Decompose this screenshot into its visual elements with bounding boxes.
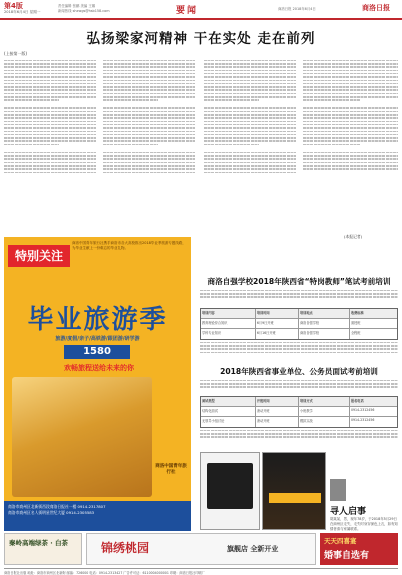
product-image (207, 463, 253, 509)
text-line (204, 103, 296, 106)
text-line (4, 111, 96, 113)
table-cell: 6月9日开班 (256, 319, 299, 328)
text-line (103, 172, 195, 174)
text-line (204, 66, 296, 68)
text-line (4, 137, 96, 139)
article-dateline: (上接第一版) (4, 51, 28, 56)
text-line (4, 162, 96, 164)
table-cell: 面试类型 (201, 397, 256, 406)
text-line (200, 380, 398, 382)
text-line (103, 114, 195, 116)
text-line (204, 83, 296, 85)
ad-photo (12, 377, 152, 497)
text-line (204, 155, 296, 157)
text-line (4, 155, 96, 157)
text-line (103, 131, 195, 133)
table-cell: 全程班 (350, 331, 361, 335)
text-line (200, 342, 398, 344)
text-line (103, 103, 195, 106)
text-line (204, 144, 259, 146)
text-line (204, 89, 296, 91)
text-line (103, 86, 195, 88)
text-line (200, 296, 398, 298)
training-table-1 (200, 308, 398, 340)
text-line (303, 140, 398, 142)
text-line (303, 63, 398, 65)
text-line (303, 162, 398, 164)
tea-ad-title: 秦岭高端绿茶 · 白茶 (9, 539, 68, 547)
graduation-travel-ad[interactable] (4, 237, 191, 531)
text-line (303, 155, 398, 157)
text-line (303, 70, 398, 72)
text-line (204, 117, 296, 119)
text-line (303, 89, 398, 91)
text-line (204, 134, 296, 136)
ad-subline: 旅游/度假/亲子/高铁游/跟团游/研学游 (55, 336, 140, 342)
text-line (204, 107, 296, 109)
text-line (103, 107, 195, 109)
text-line (204, 96, 296, 98)
page-footer: 商洛日报社出版 地址：商洛市商州区北新街 邮编：726000 电话：0914-2313427 广告许可证：6110004000001 印刷：商洛日报社印刷厂 (4, 568, 398, 575)
text-line (4, 99, 59, 101)
ad-address-1: 商洛市商州区北新街西段商洛日报社一楼 0914-2317807 (8, 504, 106, 509)
text-line (4, 66, 96, 68)
text-line (103, 73, 195, 75)
text-line (200, 348, 398, 350)
text-line (303, 66, 398, 68)
wedding-ad-title: 天天四喜宴 (324, 537, 357, 545)
small-ad-left[interactable] (200, 452, 260, 530)
tea-ad[interactable] (4, 533, 82, 565)
text-line (103, 70, 195, 72)
text-line (303, 111, 398, 113)
text-line (4, 168, 96, 170)
text-line (103, 147, 195, 150)
text-line (204, 99, 259, 101)
text-line (303, 60, 398, 62)
text-line (200, 352, 398, 354)
missing-notice-body: 胡某某，男，现年78岁，于2018年5月29日在商州区走失，走失时身穿深色上衣，如有知情者请与家属联系。 (330, 517, 398, 531)
text-line (4, 121, 96, 123)
text-line (4, 76, 96, 78)
text-line (4, 63, 96, 65)
text-line (204, 165, 296, 167)
table-cell: 小班教学 (299, 407, 350, 416)
peach-garden-ad[interactable] (86, 533, 316, 565)
peach-ad-title: 锦绣桃园 (101, 541, 150, 555)
text-line (200, 345, 398, 347)
text-line (200, 436, 398, 438)
text-line (4, 80, 96, 82)
text-line (303, 114, 398, 116)
text-line (103, 155, 195, 157)
text-line (4, 147, 96, 150)
text-line (204, 114, 296, 116)
missing-person-photo (330, 479, 346, 501)
text-line (4, 83, 96, 85)
text-line (204, 124, 296, 126)
table-cell: 培训时间 (256, 309, 299, 318)
table-cell: 培训内容 (201, 309, 256, 318)
text-line (200, 433, 398, 435)
ad-price: 1580 (64, 345, 130, 359)
ad-address-2: 商洛市商州区名人街明星世纪大厦 0914-2305583 (8, 510, 95, 515)
table-cell: 开班时间 (256, 397, 299, 406)
text-line (4, 144, 59, 146)
text-line (103, 144, 158, 146)
text-line (103, 121, 195, 123)
article-column-4 (303, 58, 398, 228)
text-line (303, 168, 398, 170)
text-line (103, 60, 195, 62)
ad-title: 毕业旅游季 (27, 305, 168, 335)
text-line (204, 111, 296, 113)
text-line (4, 117, 96, 119)
text-line (303, 80, 398, 82)
table-cell: 滚动开班 (256, 407, 299, 416)
text-line (204, 80, 296, 82)
text-line (103, 127, 195, 129)
table-cell: 收费标准 (350, 311, 364, 315)
table-cell: 无领导小组讨论 (201, 417, 256, 427)
text-line (204, 73, 296, 75)
text-line (303, 134, 398, 136)
text-line (200, 290, 398, 292)
table-header-row (201, 309, 397, 319)
table-cell: 教育理论综合知识 (201, 319, 256, 328)
article-headline: 弘扬梁家河精神 干在实处 走在前列 (86, 31, 316, 47)
text-line (303, 121, 398, 123)
table-cell: 培训地点 (299, 309, 350, 318)
text-line (103, 76, 195, 78)
text-line (103, 124, 195, 126)
text-line (103, 117, 195, 119)
text-line (200, 430, 398, 432)
ad-slogan: 欢畅旅程送给未来的你 (64, 364, 134, 372)
text-line (103, 134, 195, 136)
text-line (103, 80, 195, 82)
text-line (103, 99, 158, 101)
section-title: 要闻 (176, 6, 199, 16)
table-cell: 报名电话 (350, 399, 364, 403)
text-line (204, 172, 296, 174)
text-line (4, 127, 96, 129)
masthead-editor: 责任编辑 张鹏 美编 王娜 (58, 4, 96, 8)
text-line (303, 127, 398, 129)
text-line (204, 162, 296, 164)
text-line (4, 89, 96, 91)
text-line (103, 165, 195, 167)
text-line (103, 66, 195, 68)
ad-blurb: 商洛中国青年旅行社携手商洛市各大高校推出2018毕业季旅游专题线路，为毕业生献上一份难忘的毕业礼物。 (72, 241, 186, 250)
table-row (201, 319, 397, 329)
text-line (303, 96, 398, 98)
text-line (303, 93, 398, 95)
text-line (4, 70, 96, 72)
text-line (303, 124, 398, 126)
text-line (103, 63, 195, 65)
text-line (4, 124, 96, 126)
text-line (204, 152, 296, 154)
ad-tag: 特别关注 (8, 245, 70, 267)
text-line (4, 131, 96, 133)
text-line (303, 107, 398, 109)
table-cell: 滚动开班 (256, 417, 299, 427)
text-line (204, 158, 296, 160)
text-line (204, 63, 296, 65)
text-line (103, 162, 195, 164)
training-2-contact (200, 428, 398, 448)
text-line (4, 73, 96, 75)
text-line (4, 107, 96, 109)
text-line (4, 86, 96, 88)
table-row (201, 417, 397, 427)
training-title-2: 2018年陕西省事业单位、公务员面试考前培训 (220, 367, 378, 376)
table-cell: 培训方式 (299, 397, 350, 406)
table-cell: 面授班 (350, 321, 361, 325)
text-line (103, 89, 195, 91)
text-line (103, 140, 195, 142)
text-line (204, 86, 296, 88)
text-line (303, 117, 398, 119)
text-line (204, 168, 296, 170)
table-cell: 商洛自强学校 (299, 329, 350, 339)
text-line (204, 76, 296, 78)
text-line (103, 83, 195, 85)
masthead-info (58, 4, 168, 14)
text-line (4, 96, 96, 98)
text-line (4, 60, 96, 62)
table-cell: 0914-2312456 (350, 408, 375, 412)
wedding-ad-sub: 婚事自选有 (324, 551, 370, 561)
table-row (201, 407, 397, 417)
text-line (103, 93, 195, 95)
issue-date: 2018年6月4日 星期一 (4, 10, 41, 14)
text-line (204, 121, 296, 123)
table-row (201, 329, 397, 339)
article-column-1 (4, 58, 96, 234)
text-line (303, 76, 398, 78)
text-line (303, 103, 398, 106)
text-line (4, 172, 96, 174)
ad-address-banner (4, 501, 191, 531)
training-table-2 (200, 396, 398, 428)
text-line (303, 99, 360, 101)
text-line (303, 152, 398, 154)
text-line (303, 137, 398, 139)
text-line (103, 152, 195, 154)
text-line (200, 386, 398, 388)
table-cell: 6月16日开班 (256, 329, 299, 339)
text-line (4, 93, 96, 95)
text-line (204, 147, 296, 150)
text-line (303, 86, 398, 88)
text-line (303, 83, 398, 85)
small-ad-center[interactable] (262, 452, 326, 530)
text-line (4, 114, 96, 116)
text-line (303, 131, 398, 133)
article-column-2 (103, 58, 195, 234)
text-line (200, 293, 398, 295)
text-line (4, 103, 96, 106)
text-line (103, 137, 195, 139)
text-line (4, 152, 96, 154)
training-1-contact (200, 340, 398, 362)
text-line (204, 70, 296, 72)
table-cell: 模拟实战 (299, 417, 350, 427)
table-cell: 商洛自强学校 (299, 319, 350, 328)
page-number: 第4版 (4, 2, 23, 10)
table-header-row (201, 397, 397, 407)
text-line (303, 144, 360, 146)
text-line (103, 168, 195, 170)
text-line (204, 60, 296, 62)
masthead (0, 0, 402, 20)
missing-notice-title: 寻人启事 (330, 507, 367, 517)
text-line (200, 383, 398, 385)
training-1-text (200, 288, 398, 306)
text-line (204, 127, 296, 129)
text-line (4, 134, 96, 136)
article-column-3 (204, 58, 296, 234)
text-line (204, 93, 296, 95)
training-2-text (200, 378, 398, 394)
text-line (103, 111, 195, 113)
masthead-hotline: 新闻热线 shxwgs@hsb158.com (58, 9, 110, 13)
text-line (303, 158, 398, 160)
masthead-right-info: 商洛日报 2018年6月4日 (278, 7, 316, 11)
text-line (303, 165, 398, 167)
text-line (204, 131, 296, 133)
wedding-feast-ad[interactable] (320, 533, 398, 565)
text-line (204, 137, 296, 139)
peach-ad-sub: 旗舰店 全新开业 (227, 545, 279, 553)
text-line (303, 147, 398, 150)
center-ad-strip (269, 493, 321, 503)
training-title-1: 商洛自强学校2018年陕西省“特岗教师”笔试考前培训 (207, 277, 391, 286)
paper-logo: 商洛日报 (362, 3, 390, 12)
text-line (4, 158, 96, 160)
text-line (103, 158, 195, 160)
table-cell: 0914-2312456 (350, 418, 375, 422)
article-byline: (本报记者) (344, 234, 363, 239)
text-line (4, 165, 96, 167)
table-cell: 结构化面试 (201, 407, 256, 416)
text-line (103, 96, 195, 98)
ad-agency: 商洛中国青年旅行社 (155, 464, 187, 475)
text-line (204, 140, 296, 142)
table-cell: 学科专业知识 (201, 329, 256, 339)
text-line (4, 140, 96, 142)
text-line (303, 73, 398, 75)
